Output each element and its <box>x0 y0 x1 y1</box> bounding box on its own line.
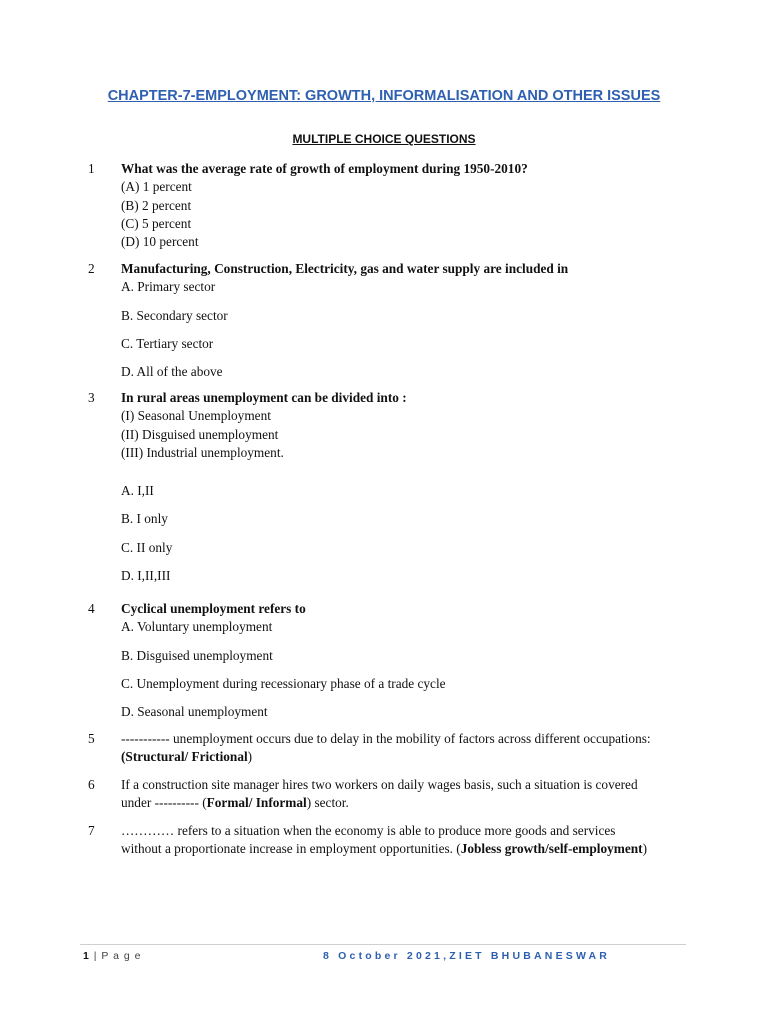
option-c: C. II only <box>121 539 173 555</box>
footer-divider <box>80 944 686 945</box>
statement-1: (I) Seasonal Unemployment <box>121 408 271 424</box>
option-b: B. Secondary sector <box>121 307 228 323</box>
question-number: 7 <box>88 823 95 838</box>
question-number: 6 <box>88 777 95 792</box>
option-b: B. I only <box>121 511 168 527</box>
chapter-title: CHAPTER-7-EMPLOYMENT: GROWTH, INFORMALISATION AND OTHER ISSUES <box>107 88 661 104</box>
question-number: 5 <box>88 731 95 746</box>
question-text-line-1: If a construction site manager hires two workers on daily wages basis, such a situation is covered <box>121 777 638 792</box>
question-text-line-2 <box>121 794 698 812</box>
text-before-answer: under ---------- ( <box>121 795 207 811</box>
text-after-answer: ) sector. <box>306 795 349 811</box>
option-c: C. Unemployment during recessionary phase of a trade cycle <box>121 675 446 691</box>
question-1 <box>88 160 698 251</box>
answer-choice: Formal/ Informal <box>206 795 307 811</box>
question-number: 1 <box>88 161 95 176</box>
closing-paren: ) <box>247 749 253 765</box>
option-d: (D) 10 percent <box>121 234 199 250</box>
option-b: (B) 2 percent <box>121 197 192 213</box>
footer-date-text: 8 October 2021,ZIET BHUBANESWAR <box>323 950 611 962</box>
page-indicator <box>83 950 142 962</box>
answer-choice: Jobless growth/self-employment <box>460 841 643 857</box>
closing-paren: ) <box>642 841 648 857</box>
question-number: 4 <box>88 601 95 616</box>
question-number: 3 <box>88 390 95 405</box>
statement-2: (II) Disguised unemployment <box>121 426 279 442</box>
question-4 <box>88 600 698 721</box>
option-c: C. Tertiary sector <box>121 335 214 351</box>
statement-3: (III) Industrial unemployment. <box>121 444 284 460</box>
answer-line <box>121 748 698 766</box>
question-7 <box>88 822 698 859</box>
question-text: ----------- unemployment occurs due to delay in the mobility of factors across different occupations: <box>121 731 651 746</box>
question-text: In rural areas unemployment can be divided into : <box>121 390 407 405</box>
option-b: B. Disguised unemployment <box>121 647 273 663</box>
question-text-line-1: ………… refers to a situation when the economy is able to produce more goods and services <box>121 823 616 838</box>
page-number: 1 <box>83 950 90 962</box>
option-d: D. Seasonal unemployment <box>121 704 268 720</box>
question-text: What was the average rate of growth of employment during 1950-2010? <box>121 161 528 176</box>
question-text: Cyclical unemployment refers to <box>121 601 306 616</box>
option-a: (A) 1 percent <box>121 179 192 195</box>
option-a: A. I,II <box>121 483 154 499</box>
question-5 <box>88 730 698 767</box>
question-number: 2 <box>88 261 95 276</box>
question-text-line-2 <box>121 840 698 858</box>
option-a: A. Primary sector <box>121 279 216 295</box>
option-d: D. I,II,III <box>121 568 171 584</box>
question-3 <box>88 389 698 585</box>
answer-choice: (Structural/ Frictional <box>121 749 248 765</box>
question-6 <box>88 776 698 813</box>
option-d: D. All of the above <box>121 364 223 380</box>
question-text: Manufacturing, Construction, Electricity, gas and water supply are included in <box>121 261 569 276</box>
question-2 <box>88 260 698 381</box>
section-title: MULTIPLE CHOICE QUESTIONS <box>292 132 476 146</box>
text-before-answer: without a proportionate increase in employment opportunities. ( <box>121 841 461 857</box>
option-a: A. Voluntary unemployment <box>121 619 273 635</box>
page-label: | P a g e <box>89 950 142 962</box>
option-c: (C) 5 percent <box>121 215 192 231</box>
